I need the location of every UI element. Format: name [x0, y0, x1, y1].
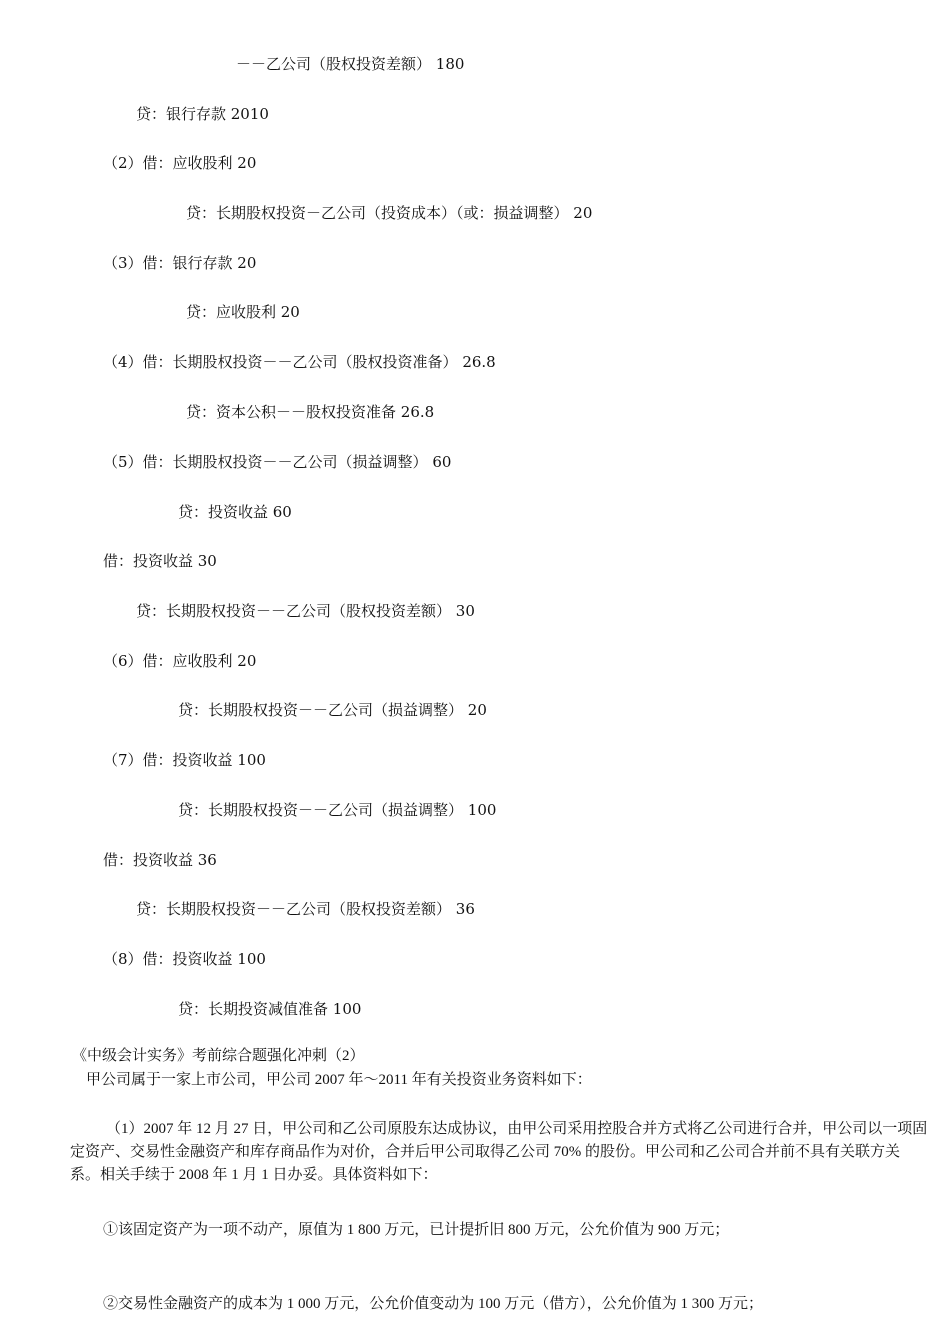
journal-line: 贷：长期股权投资－－乙公司（股权投资差额） 30 [136, 602, 475, 620]
list-item-1: ①该固定资产为一项不动产，原值为 1 800 万元，已计提折旧 800 万元，公允价值为 900 万元； [103, 1222, 730, 1238]
journal-line: 借：投资收益 30 [103, 552, 217, 570]
journal-line: （2）借：应收股利 20 [103, 154, 257, 172]
journal-line: （6）借：应收股利 20 [103, 652, 257, 670]
journal-line: 贷：投资收益 60 [178, 503, 292, 521]
intro-text: 甲公司属于一家上市公司，甲公司 2007 年～2011 年有关投资业务资料如下： [86, 1072, 592, 1088]
journal-line: （8）借：投资收益 100 [103, 950, 266, 968]
journal-line: 贷：长期股权投资－乙公司（投资成本）（或：损益调整） 20 [186, 204, 593, 222]
paragraph-1: （1）2007 年 12 月 27 日，甲公司和乙公司原股东达成协议，由甲公司采用控股合并方式将乙公司进行合并，甲公司以一项固定资产、交易性金融资产和库存商品作为对价，合并后甲公司取得乙公司 70% 的股份。甲公司和乙公司合并前不具有关联方关系。相关手续于 2008 年 1 月 1 日办妥。具体资料如下： [70, 1121, 928, 1183]
journal-line: （3）借：银行存款 20 [103, 254, 257, 272]
journal-line: 贷：银行存款 2010 [136, 105, 269, 123]
journal-line: 贷：资本公积－－股权投资准备 26.8 [186, 403, 435, 421]
journal-line: （5）借：长期股权投资－－乙公司（损益调整） 60 [103, 453, 452, 471]
journal-line: 贷：应收股利 20 [186, 303, 300, 321]
journal-line: 贷：长期股权投资－－乙公司（损益调整） 100 [178, 801, 497, 819]
journal-line: 借：投资收益 36 [103, 851, 217, 869]
journal-line: （7）借：投资收益 100 [103, 751, 266, 769]
journal-line: －－乙公司（股权投资差额） 180 [236, 55, 465, 73]
list-item-2: ②交易性金融资产的成本为 1 000 万元，公允价值变动为 100 万元（借方），公允价值为 1 300 万元； [103, 1296, 764, 1312]
journal-line: 贷：长期股权投资－－乙公司（损益调整） 20 [178, 701, 487, 719]
journal-line: （4）借：长期股权投资－－乙公司（股权投资准备） 26.8 [103, 353, 496, 371]
journal-line: 贷：长期投资减值准备 100 [178, 1000, 362, 1018]
section-title: 《中级会计实务》考前综合题强化冲刺（2） [72, 1048, 365, 1064]
journal-line: 贷：长期股权投资－－乙公司（股权投资差额） 36 [136, 900, 475, 918]
